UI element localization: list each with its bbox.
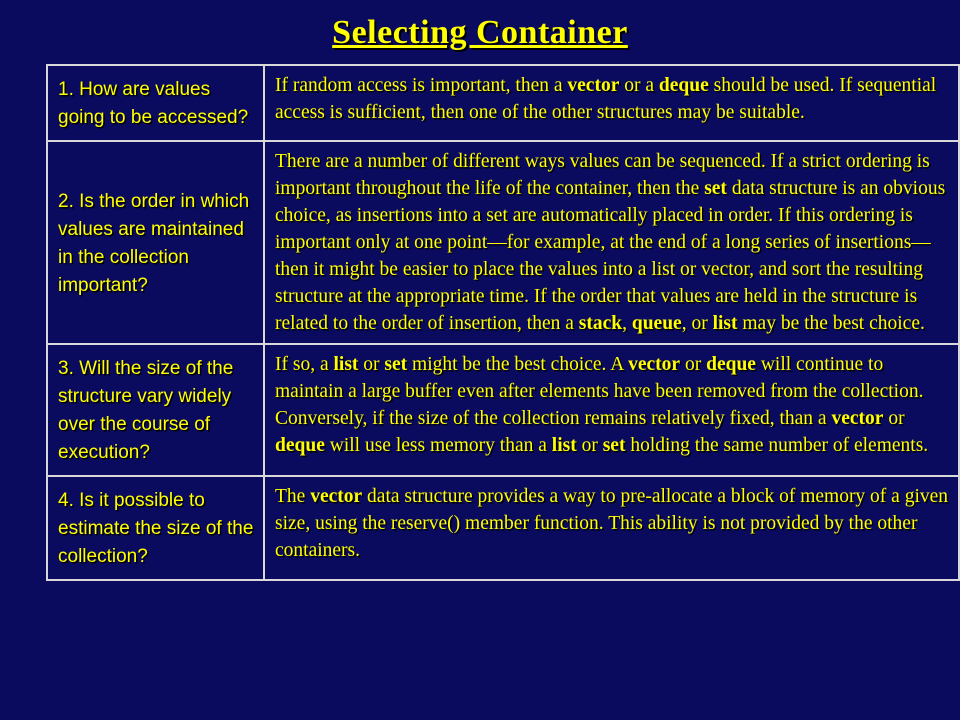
answer-cell [264, 476, 959, 580]
answer-text: or a [619, 75, 659, 96]
answer-text: If so, a [275, 354, 334, 375]
keyword-text: deque [275, 435, 325, 456]
answer-cell [264, 65, 959, 141]
question-cell: 1. How are values going to be accessed? [47, 65, 264, 141]
answer-text: If random access is important, then a [275, 75, 568, 96]
container-selection-table [46, 64, 960, 581]
answer-text: or [576, 435, 603, 456]
answer-text: , or [681, 313, 713, 334]
question-cell: 3. Will the size of the structure vary widely over the course of execution? [47, 344, 264, 476]
keyword-text: vector [831, 408, 884, 429]
keyword-text: list [551, 435, 577, 456]
answer-text: , [622, 313, 632, 334]
table-row [47, 344, 959, 476]
keyword-text: list [333, 354, 359, 375]
keyword-text: deque [706, 354, 756, 375]
answer-cell [264, 141, 959, 344]
answer-text: There are a number of different ways values can be sequenced. If a strict ordering is important throughout the life of the container, then the [275, 151, 930, 199]
keyword-text: list [712, 313, 738, 334]
keyword-text: deque [658, 75, 709, 96]
page-title: Selecting Container [332, 14, 628, 51]
answer-text: or [358, 354, 385, 375]
keyword-text: set [602, 435, 626, 456]
table-row [47, 476, 959, 580]
question-cell: 4. Is it possible to estimate the size of the collection? [47, 476, 264, 580]
answer-text: holding the same number of elements. [625, 435, 929, 456]
table-row [47, 65, 959, 141]
answer-text: may be the best choice. [737, 313, 925, 334]
answer-text: data structure is an obvious choice, as insertions into a set are automatically placed in order. If this ordering is important only at one point—for example, at the end of a long series of insertions—then it might be easier to place the values into a list or vector, and sort the resulting structure at the appropriate time. If the order that values are held in the structure is related to the order of insertion, then a [275, 178, 946, 334]
keyword-text: set [384, 354, 408, 375]
answer-text: might be the best choice. A [407, 354, 629, 375]
answer-text: or [680, 354, 707, 375]
keyword-text: vector [567, 75, 620, 96]
keyword-text: vector [310, 486, 363, 507]
keyword-text: queue [631, 313, 682, 334]
answer-cell [264, 344, 959, 476]
keyword-text: stack [578, 313, 623, 334]
answer-text: The [275, 486, 311, 507]
answer-text: will continue to maintain a large buffer even after elements have been removed from the collection. Conversely, if the size of the collection remains relatively fixed, than a [275, 354, 924, 429]
keyword-text: vector [628, 354, 681, 375]
answer-text: should be used. If sequential access is sufficient, then one of the other structures may be suitable. [275, 75, 937, 123]
keyword-text: set [704, 178, 727, 199]
answer-text: will use less memory than a [324, 435, 552, 456]
answer-text: data structure provides a way to pre-allocate a block of memory of a given size, using the reserve() member function. This ability is not provided by the other containers. [275, 486, 949, 561]
question-cell: 2. Is the order in which values are maintained in the collection important? [47, 141, 264, 344]
answer-text: or [883, 408, 905, 429]
table-row [47, 141, 959, 344]
